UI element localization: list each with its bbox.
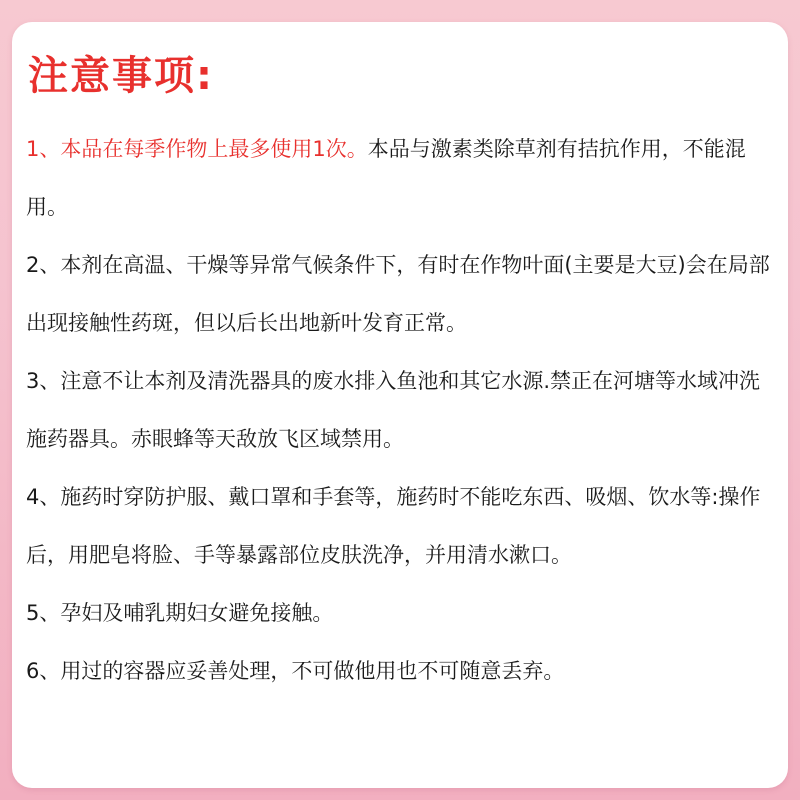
notice-item-1-highlight: 1、本品在每季作物上最多使用1次。 [26,137,368,161]
notice-item-3: 3、注意不让本剂及清洗器具的废水排入鱼池和其它水源.禁正在河塘等水域冲洗施药器具。赤眼蜂等天敌放飞区域禁用。 [26,369,761,451]
notice-item-1 [26,120,778,236]
notice-item-2: 2、本剂在高温、干燥等异常气候条件下，有时在作物叶面(主要是大豆)会在局部出现接触性药斑，但以后长出地新叶发育正常。 [26,253,770,335]
notice-body [26,120,778,700]
notice-item-5: 5、孕妇及哺乳期妇女避免接触。 [26,601,334,625]
notice-item-4: 4、施药时穿防护服、戴口罩和手套等，施药时不能吃东西、吸烟、饮水等:操作后，用肥皂将脸、手等暴露部位皮肤洗净，并用清水漱口。 [26,485,761,567]
notice-item-6: 6、用过的容器应妥善处理，不可做他用也不可随意丢弃。 [26,659,565,683]
notice-card [12,22,788,788]
notice-item-1-text: 本品与激素类除草剂有拮抗作用，不能混用。 [26,137,746,219]
page-title: 注意事项: [28,53,214,99]
